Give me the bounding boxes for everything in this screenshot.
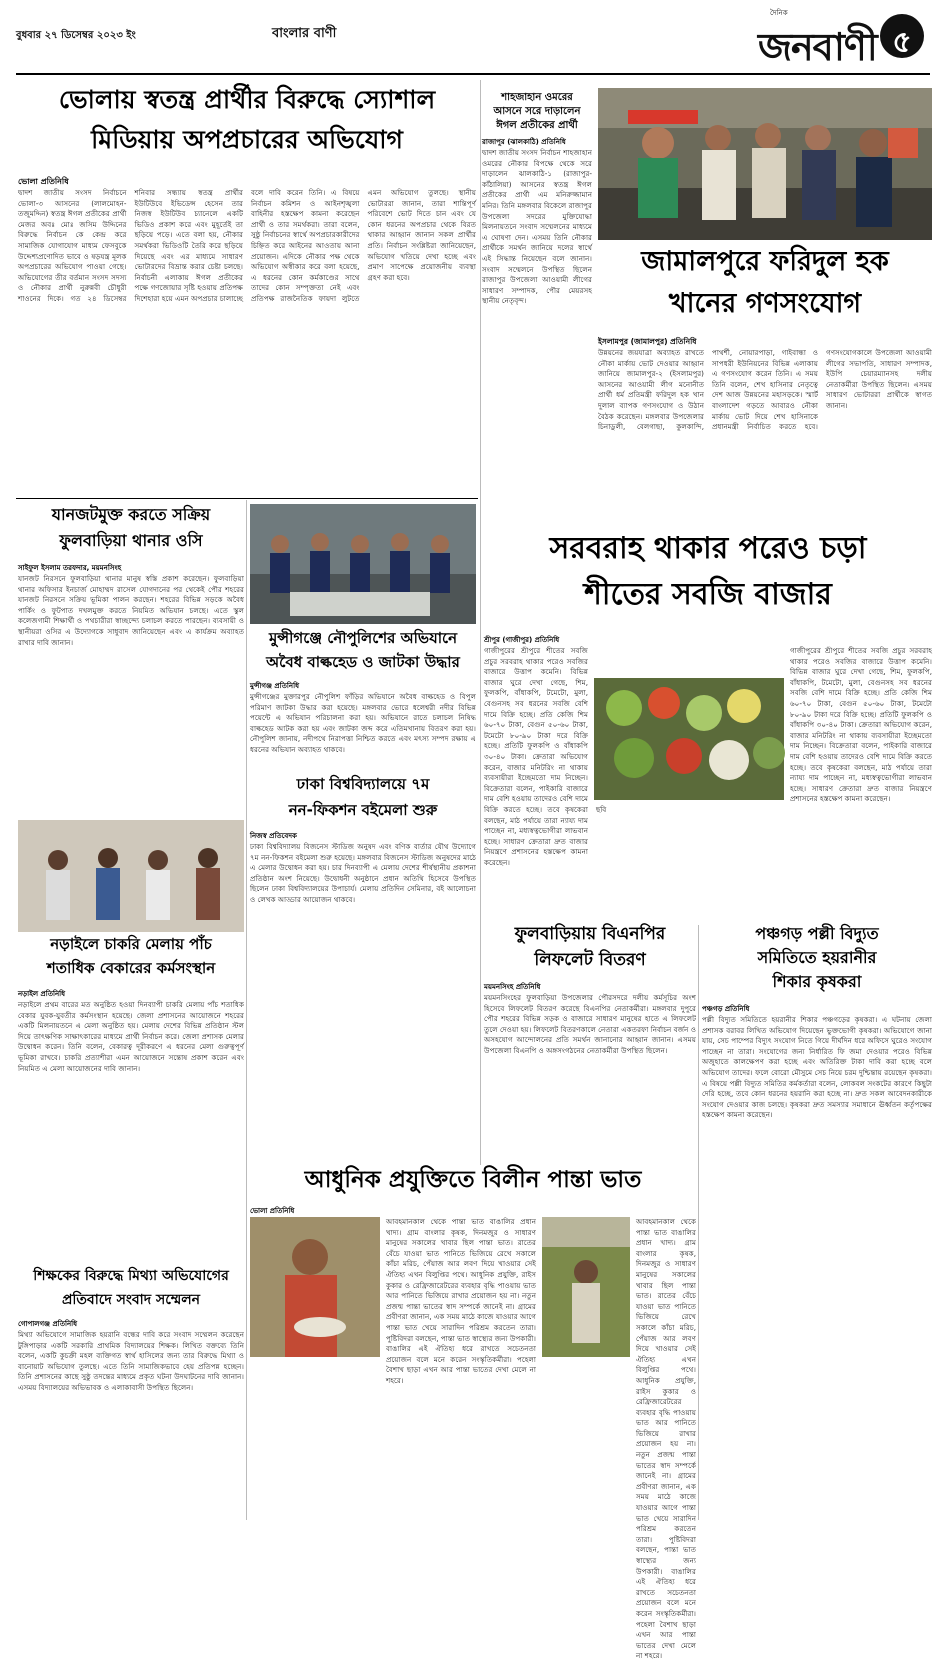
byline: ভোলা প্রতিনিধি	[18, 177, 69, 186]
article-body: উন্নয়নের জয়যাত্রা অব্যাহত রাখতে নৌকা মার্কায় ভোট দেওয়ার আহ্বান জানিয়ে জামালপুর-২ (ইসলামপুর) আসনের আওয়ামী লীগ মনোনীত প্রার্থী ধর্ম প্রতিমন্ত্রী ফরিদুল হক খান দুলাল ব্যাপক গণসংযোগ ও উঠান বৈঠক করেছেন। মঙ্গলবার উপজেলার চিনাডুলী, বেলগাছা, কুলকান্দি, পাথর্শী, নোয়ারপাড়া, গাইবান্ধা ও সাপধরী ইউনিয়নের বিভিন্ন এলাকায় এ গণসংযোগ করেন তিনি। এ সময় তিনি বলেন, শেখ হাসিনার নেতৃত্বে দেশ আজ উন্নয়নের মহাসড়কে। স্মার্ট বাংলাদেশ গড়তে আবারও নৌকা মার্কায় ভোট দিয়ে শেখ হাসিনাকে প্রধানমন্ত্রী নির্বাচিত করতে হবে। গণসংযোগকালে উপজেলা আওয়ামী লীগের সভাপতি, সাধারণ সম্পাদক, ইউপি চেয়ারম্যানসহ দলীয় নেতাকর্মীরা উপস্থিত ছিলেন। এসময় সাধারণ ভোটাররা প্রার্থীকে স্বাগত জানান।	[598, 348, 932, 432]
police-photo	[250, 504, 476, 624]
headline-dhaka-bookfair-line1: ঢাকা বিশ্ববিদ্যালয়ে ৭ম	[296, 775, 430, 793]
vegetable-photo	[594, 678, 784, 800]
byline: শ্রীপুর (গাজীপুর) প্রতিনিধি	[484, 636, 560, 644]
article-body: মুন্সীগঞ্জের মুক্তারপুর নৌপুলিশ ফাঁড়ির অভিযানে অবৈধ বাল্কহেড ও বিপুল পরিমাণ জাটকা উদ্ধার করা হয়েছে। মঙ্গলবার ভোরে ধলেশ্বরী নদীর বিভিন্ন পয়েন্টে এ অভিযান পরিচালনা করা হয়। অভিযানে রাতে চলাচল নিষিদ্ধ বাল্কহেড আটক করা হয় এবং জাটকা জব্দ করে এতিমখানায় বিতরণ করা হয়। নৌপুলিশ জানায়, নদীপথে নিরাপত্তা নিশ্চিত করতে এবং মৎস্য সম্পদ রক্ষায় এ ধরনের অভিযান অব্যাহত থাকবে।	[250, 692, 476, 754]
headline-fulbaria-oc-line2: ফুলবাড়িয়া থানার ওসি	[59, 531, 203, 550]
headline-jamalpur-line1: জামালপুরে ফরিদুল হক	[641, 246, 889, 277]
byline: গোপালগঞ্জ প্রতিনিধি	[18, 1320, 78, 1328]
byline: রাজাপুর (ঝালকাঠি) প্রতিনিধি	[482, 138, 566, 146]
headline-shahjahan-line2: আসনে সরে দাড়ালেন	[493, 106, 581, 117]
headline-narail-line2: শতাধিক বেকারের কর্মসংস্থান	[46, 959, 216, 977]
rice-field-photo-image	[542, 1217, 630, 1357]
police-photo-image	[250, 504, 476, 624]
article-panchagarh	[702, 925, 932, 1525]
byline: ময়মনসিংহ প্রতিনিধি	[484, 983, 541, 991]
headline-sabji-line1: সরবরাহ থাকার পরেও চড়া	[549, 531, 867, 566]
headline-shahjahan-line1: শাহজাহান ওমরের	[501, 92, 573, 103]
headline-narail-line1: নড়াইলে চাকরি মেলায় পাঁচ	[50, 935, 212, 953]
byline: মুন্সীগঞ্জ প্রতিনিধি	[250, 682, 299, 690]
section-title: বাংলার বাণী	[272, 26, 337, 41]
byline: নড়াইল প্রতিনিধি	[18, 990, 66, 998]
photo-caption: ছবি	[596, 806, 607, 814]
headline-bhola-line2: মিডিয়ায় অপপ্রচারের অভিযোগ	[91, 125, 403, 154]
article-body-right: আবহমানকাল থেকে পান্তা ভাত বাঙালির প্রধান খাদ্য। গ্রাম বাংলার কৃষক, দিনমজুর ও সাধারণ মানুষের সকালের খাবার ছিল পান্তা ভাত। রাতের বেঁচে যাওয়া ভাত পানিতে ভিজিয়ে রেখে সকালে কাঁচা মরিচ, পেঁয়াজ আর লবণ দিয়ে খাওয়ার সেই ঐতিহ্য এখন বিলুপ্তির পথে। আধুনিক প্রযুক্তি, রাইস কুকার ও রেফ্রিজারেটরের ব্যবহার বৃদ্ধি পাওয়ায় ভাত আর পানিতে ভিজিয়ে রাখার প্রয়োজন হয় না। নতুন প্রজন্ম পান্তা ভাতের স্বাদ সম্পর্কে জানেই না। গ্রামের প্রবীণরা জানান, এক সময় মাঠে কাজে যাওয়ার আগে পান্তা ভাত খেয়ে সারাদিন পরিশ্রম করতেন তারা। পুষ্টিবিদরা বলছেন, পান্তা ভাত স্বাস্থ্যের জন্য উপকারী। বাঙালির এই ঐতিহ্য ধরে রাখতে সচেতনতা প্রয়োজন বলে মনে করেন সংস্কৃতিকর্মীরা। পহেলা বৈশাখ ছাড়া এখন আর পান্তা ভাতের দেখা মেলে না শহরে।	[636, 1217, 696, 1661]
article-body-right: গাজীপুরের শ্রীপুরে শীতের সবজি প্রচুর সরবরাহ থাকার পরেও সবজির বাজারে উত্তাপ কমেনি। বিভিন্ন বাজার ঘুরে দেখা গেছে, শিম, ফুলকপি, বাঁধাকপি, টমেটো, মুলা, বেগুনসহ সব ধরনের সবজি বেশি দামে বিক্রি হচ্ছে। প্রতি কেজি শিম ৬০-৭০ টাকা, বেগুন ৫০-৬০ টাকা, টমেটো ৮০-৯০ টাকা দরে বিক্রি হচ্ছে। প্রতিটি ফুলকপি ও বাঁধাকপি ৩০-৪০ টাকা। ক্রেতারা অভিযোগ করেন, বাজার মনিটরিং না থাকায় ব্যবসায়ীরা ইচ্ছেমতো দাম নিচ্ছেন। বিক্রেতারা বলেন, পাইকারি বাজারে দাম বেশি হওয়ায় তাদেরও বেশি দামে বিক্রি করতে হচ্ছে। তবে কৃষকেরা বলছেন, মাঠ পর্যায়ে তারা ন্যায্য দাম পাচ্ছেন না, মধ্যস্বত্বভোগীরা লাভবান হচ্ছে। সাধারণ ক্রেতারা দ্রুত বাজার নিয়ন্ত্রণে প্রশাসনের হস্তক্ষেপ কামনা করেছেন।	[790, 646, 932, 804]
article-gopalganj	[18, 1268, 244, 1526]
byline: নিজস্ব প্রতিবেদক	[250, 832, 297, 840]
jobfair-photo	[18, 820, 244, 932]
page-number: ৫	[892, 25, 912, 60]
headline-gopalganj-line1: শিক্ষকের বিরুদ্ধে মিথ্যা অভিযোগের	[33, 1268, 229, 1284]
headline-munshiganj-line1: মুন্সীগঞ্জে নৌপুলিশের অভিযানে	[268, 629, 458, 647]
article-body: পল্লী বিদ্যুত সমিতিতে হয়রানীর শিকার পঞ্চগড়ের কৃষকরা। এ ঘটনায় জেলা প্রশাসক বরাবর লিখিত অভিযোগ দিয়েছেন ভুক্তভোগী কৃষকরা। অভিযোগে জানা যায়, সেচ পাম্পের বিদ্যুৎ সংযোগ নিতে গিয়ে দীর্ঘদিন ধরে অফিসে ঘুরেও সংযোগ পাচ্ছেন না তারা। সংযোগের জন্য নির্ধারিত ফি জমা দেওয়ার পরেও বিভিন্ন অজুহাতে কালক্ষেপণ করা হচ্ছে এবং অতিরিক্ত টাকা দাবি করা হচ্ছে বলে অভিযোগ তাদের। ফলে বোরো মৌসুমে সেচ নিয়ে চরম দুশ্চিন্তায় রয়েছেন কৃষকরা। এ বিষয়ে পল্লী বিদ্যুত সমিতির কর্মকর্তারা বলেন, লোকবল সংকটের কারণে কিছুটা দেরি হচ্ছে, তবে কোন ধরনের হয়রানি করা হচ্ছে না। দ্রুত সকল আবেদনকারীকে সংযোগ দেওয়ার কাজ চলছে। কৃষকরা দ্রুত সমস্যার সমাধানে ঊর্ধ্বতন কর্তৃপক্ষের হস্তক্ষেপ কামনা করেছেন।	[702, 1015, 932, 1120]
headline-gopalganj-line2: প্রতিবাদে সংবাদ সম্মেলন	[61, 1292, 201, 1308]
article-jamalpur	[598, 240, 932, 515]
article-body: গাজীপুরের শ্রীপুরে শীতের সবজি প্রচুর সরবরাহ থাকার পরেও সবজির বাজারে উত্তাপ কমেনি। বিভিন্ন বাজার ঘুরে দেখা গেছে, শিম, ফুলকপি, বাঁধাকপি, টমেটো, মুলা, বেগুনসহ সব ধরনের সবজি বেশি দামে বিক্রি হচ্ছে। প্রতি কেজি শিম ৬০-৭০ টাকা, বেগুন ৫০-৬০ টাকা, টমেটো ৮০-৯০ টাকা দরে বিক্রি হচ্ছে। প্রতিটি ফুলকপি ও বাঁধাকপি ৩০-৪০ টাকা। ক্রেতারা অভিযোগ করেন, বাজার মনিটরিং না থাকায় ব্যবসায়ীরা ইচ্ছেমতো দাম নিচ্ছেন। বিক্রেতারা বলেন, পাইকারি বাজারে দাম বেশি হওয়ায় তাদেরও বেশি দামে বিক্রি করতে হচ্ছে। তবে কৃষকেরা বলছেন, মাঠ পর্যায়ে তারা ন্যায্য দাম পাচ্ছেন না, মধ্যস্বত্বভোগীরা লাভবান হচ্ছে। সাধারণ ক্রেতারা দ্রুত বাজার নিয়ন্ত্রণে প্রশাসনের হস্তক্ষেপ কামনা করেছেন।	[484, 646, 588, 867]
jobfair-photo-image	[18, 820, 244, 932]
headline-fulbaria-bnp-line1: ফুলবাড়িয়ায় বিএনপির	[514, 924, 666, 944]
article-fulbaria-bnp	[484, 925, 696, 1165]
masthead-rule	[16, 73, 930, 75]
article-bhola	[18, 80, 476, 495]
headline-panta: আধুনিক প্রযুক্তিতে বিলীন পান্তা ভাত	[304, 1167, 642, 1193]
masthead	[16, 8, 930, 70]
article-narail	[18, 936, 244, 1236]
byline: সাইফুল ইসলাম তরফদার, ময়মনসিংহ	[18, 564, 122, 572]
logo-text: জনবাণী	[758, 25, 877, 69]
article-shahjahan	[482, 80, 592, 520]
article-body: নড়াইলে প্রথম বারের মত অনুষ্ঠিত হওয়া দিনব্যাপী চাকরি মেলায় পাঁচ শতাধিক বেকার যুবক-যুবতীর কর্মসংস্থান হয়েছে। জেলা প্রশাসনের আয়োজনে শহরের একটি মিলনায়তনে এ মেলা অনুষ্ঠিত হয়। মেলায় দেশের বিভিন্ন প্রতিষ্ঠান স্টল দিয়ে তাৎক্ষণিক সাক্ষাৎকারের মাধ্যমে প্রার্থী নির্বাচন করে। জেলা প্রশাসক মেলার উদ্বোধন করেন। তিনি বলেন, বেকারত্ব দূরীকরণে এ ধরনের মেলা গুরুত্বপূর্ণ ভূমিকা রাখবে। চাকরি প্রত্যাশীরা এমন আয়োজনে সন্তোষ প্রকাশ করেন এবং নিয়মিত এ মেলা আয়োজনের দাবি জানান।	[18, 1000, 244, 1073]
headline-panchagarh-line3: শিকার কৃষকরা	[772, 972, 862, 991]
logo-small-text: দৈনিক	[770, 9, 788, 17]
section-rule	[16, 498, 478, 499]
byline: ভোলা প্রতিনিধি	[250, 1207, 295, 1215]
headline-panchagarh-line2: সমিতিতে হয়রানীর	[757, 948, 877, 967]
column-divider	[698, 925, 699, 1520]
headline-fulbaria-bnp-line2: লিফলেট বিতরণ	[534, 950, 646, 970]
column-divider	[480, 80, 481, 1165]
article-body: দ্বাদশ জাতীয় সংসদ নির্বাচন শাহজাহান ওমরের নৌকার বিপক্ষে থেকে সরে দাড়ালেন ঝালকাঠি-১ (রাজাপুর-কাঁঠালিয়া) আসনের স্বতন্ত্র ঈগল প্রতীকের প্রার্থী এম মনিরুজ্জামান মনির। তিনি মঙ্গলবার বিকেলে রাজাপুর উপজেলা সদরের মুক্তিযোদ্ধা মিলনায়তনে সংবাদ সম্মেলনের মাধ্যমে এ ঘোষণা দেন। এসময় তিনি নৌকার প্রার্থীকে সমর্থন জানিয়ে দলের স্বার্থে এই সিদ্ধান্ত নিয়েছেন বলে জানান। সংবাদ সম্মেলনে উপস্থিত ছিলেন রাজাপুর উপজেলা আওয়ামী লীগের সাধারণ সম্পাদক, পৌর মেয়রসহ স্থানীয় নেতৃবৃন্দ।	[482, 148, 592, 306]
headline-fulbaria-oc-line1: যানজটমুক্ত করতে সক্রিয়	[51, 505, 211, 524]
article-sabji	[484, 528, 932, 923]
headline-dhaka-bookfair-line2: নন-ফিকশন বইমেলা শুরু	[288, 801, 438, 819]
headline-shahjahan-line3: ঈগল প্রতীকের প্রার্থী	[496, 120, 578, 131]
headline-jamalpur-line2: খানের গণসংযোগ	[668, 288, 862, 319]
article-fulbaria-oc	[18, 502, 244, 807]
article-panta	[250, 1165, 696, 1661]
headline-panchagarh-line1: পঞ্চগড় পল্লী বিদ্যুত	[755, 924, 879, 943]
article-body: আবহমানকাল থেকে পান্তা ভাত বাঙালির প্রধান খাদ্য। গ্রাম বাংলার কৃষক, দিনমজুর ও সাধারণ মানুষের সকালের খাবার ছিল পান্তা ভাত। রাতের বেঁচে যাওয়া ভাত পানিতে ভিজিয়ে রেখে সকালে কাঁচা মরিচ, পেঁয়াজ আর লবণ দিয়ে খাওয়ার সেই ঐতিহ্য এখন বিলুপ্তির পথে। আধুনিক প্রযুক্তি, রাইস কুকার ও রেফ্রিজারেটরের ব্যবহার বৃদ্ধি পাওয়ায় ভাত আর পানিতে ভিজিয়ে রাখার প্রয়োজন হয় না। নতুন প্রজন্ম পান্তা ভাতের স্বাদ সম্পর্কে জানেই না। গ্রামের প্রবীণরা জানান, এক সময় মাঠে কাজে যাওয়ার আগে পান্তা ভাত খেয়ে সারাদিন পরিশ্রম করতেন তারা। পুষ্টিবিদরা বলছেন, পান্তা ভাত স্বাস্থ্যের জন্য উপকারী। বাঙালির এই ঐতিহ্য ধরে রাখতে সচেতনতা প্রয়োজন বলে মনে করেন সংস্কৃতিকর্মীরা। পহেলা বৈশাখ ছাড়া এখন আর পান্তা ভাতের দেখা মেলে না শহরে।	[386, 1217, 536, 1385]
panta-photo-image	[250, 1217, 380, 1357]
masthead-date: বুধবার ২৭ ডিসেম্বর ২০২৩ ইং	[16, 30, 136, 41]
rally-photo	[598, 88, 932, 240]
headline-sabji-line2: শীতের সবজি বাজার	[584, 577, 832, 612]
logo	[752, 8, 930, 70]
article-body: ময়মনসিংহের ফুলবাড়িয়া উপজেলার পৌরসদরে দলীয় কর্মসূচির অংশ হিসেবে লিফলেট বিতরণ করেছে বিএনপির নেতাকর্মীরা। মঙ্গলবার দুপুরে পৌর শহরের বিভিন্ন সড়ক ও বাজারে সাধারণ মানুষের হাতে এ লিফলেট তুলে দেওয়া হয়। লিফলেট বিতরণকালে নেতারা একতরফা নির্বাচন বর্জন ও অসহযোগ আন্দোলনের প্রতি সমর্থন জানানোর আহ্বান জানান। এসময় উপজেলা বিএনপি ও অঙ্গসংগঠনের নেতাকর্মীরা উপস্থিত ছিলেন।	[484, 993, 696, 1055]
column-divider	[246, 500, 247, 1520]
headline-munshiganj-line2: অবৈধ বাল্কহেড ও জাটকা উদ্ধার	[266, 653, 460, 671]
article-body: ঢাকা বিশ্ববিদ্যালয় বিজনেস স্টাডিজ অনুষদ এবং বণিক বার্তার যৌথ উদ্যোগে ৭ম নন-ফিকশন বইমেলা শুরু হয়েছে। মঙ্গলবার বিজনেস স্টাডিজ অনুষদের মাঠে এ মেলার উদ্বোধন করা হয়। চার দিনব্যাপী এ মেলায় দেশের শীর্ষস্থানীয় প্রকাশনা প্রতিষ্ঠান অংশ নিয়েছে। উদ্বোধনী অনুষ্ঠানে প্রধান অতিথি হিসেবে উপস্থিত ছিলেন ঢাকা বিশ্ববিদ্যালয়ের উপাচার্য। মেলায় প্রতিদিন সেমিনার, বই আলোচনা ও লেখক আড্ডার আয়োজন থাকবে।	[250, 842, 476, 904]
byline: ইসলামপুর (জামালপুর) প্রতিনিধি	[598, 337, 697, 346]
headline-bhola-line1: ভোলায় স্বতন্ত্র প্রার্থীর বিরুদ্ধে স্যোশাল	[58, 85, 436, 114]
rally-photo-image	[598, 88, 932, 240]
byline: পঞ্চগড় প্রতিনিধি	[702, 1005, 750, 1013]
vegetable-photo-image	[594, 678, 784, 800]
article-dhaka-bookfair	[250, 770, 476, 1115]
rice-field-photo	[542, 1217, 630, 1357]
panta-photo	[250, 1217, 380, 1357]
article-body: যানজট নিরসনে ফুলবাড়িয়া থানার মানুষ স্বস্তি প্রকাশ করেছেন। ফুলবাড়িয়া থানার অফিসার ইনচার্জ মোহাম্মদ রাসেল যোগদানের পর থেকেই পৌর শহরের যানজট নিরসনে সক্রিয় ভূমিকা পালন করছেন। শহরের বিভিন্ন সড়কে অবৈধ পার্কিং ও ফুটপাত দখলমুক্ত করতে নিয়মিত অভিযান চলছে। এতে স্কুল কলেজগামী শিক্ষার্থী ও পথচারীরা স্বাচ্ছন্দ্যে চলাচল করতে পারছেন। ব্যবসায়ী ও স্থানীয়রা ওসির এ উদ্যোগকে সাধুবাদ জানিয়েছেন এবং এ কার্যক্রম অব্যাহত রাখার দাবি জানান।	[18, 574, 244, 647]
article-body: মিথ্যা অভিযোগে সামাজিক হয়রানি বন্ধের দাবি করে সংবাদ সম্মেলন করেছেন টুঙ্গিপাড়ার একটি সরকারি প্রাথমিক বিদ্যালয়ের শিক্ষক। লিখিত বক্তব্যে তিনি বলেন, একটি কুচক্রী মহল ব্যক্তিগত স্বার্থ হাসিলের জন্য তার বিরুদ্ধে মিথ্যা ও বানোয়াট অভিযোগ তুলছে। এতে তিনি সামাজিকভাবে হেয় প্রতিপন্ন হচ্ছেন। তিনি প্রশাসনের কাছে সুষ্ঠু তদন্তের মাধ্যমে প্রকৃত ঘটনা উদঘাটনের দাবি জানান। এসময় বিদ্যালয়ের অভিভাবক ও এলাকাবাসী উপস্থিত ছিলেন।	[18, 1330, 244, 1392]
article-body: দ্বাদশ জাতীয় সংসদ নির্বাচনে ভোলা-৩ আসনের (লালমোহন-তজুমদ্দিন) স্বতন্ত্র ঈগল প্রতীকের প্রার্থী মেজর অবঃ মোঃ জসিম উদ্দিনের বিরুদ্ধে নির্বাচন কে কেন্দ্র করে সামাজিক যোগাযোগ মাধ্যম ফেসবুকে উদ্দেশ্যপ্রণোদিত ভাবে ও ষড়যন্ত্র মূলক অপপ্রচারের অভিযোগ পাওয়া গেছে। অভিযোগের তীর বর্তমান সংসদ সদস্য ও নৌকার প্রার্থী নুরুন্নবী চৌধুরী শাওনের দিকে। গত ২৪ ডিসেম্বর শনিবার সন্ধ্যায় স্বতন্ত্র প্রার্থীর ইউটিউবে ইভিডেন্স হেসেন তার নিজস্ব ইউটিউব চ্যানেলে একটি ভিডিও প্রকাশ করে এবং মুহূর্তেই তা ছড়িয়ে পড়ে। এতে বলা হয়, নৌকার সমর্থকরা ভিডিওটি তৈরি করে ছড়িয়ে দিয়েছে এবং এর মাধ্যমে সাধারণ ভোটারদের বিভ্রান্ত করার চেষ্টা চলছে। নির্বাচনী এলাকায় ঈগল প্রতীকের পক্ষে গণজোয়ার সৃষ্টি হওয়ায় প্রতিপক্ষ দিশেহারা হয়ে এমন অপপ্রচার চালাচ্ছে বলে দাবি করেন তিনি। এ বিষয়ে নির্বাচন কমিশন ও আইনশৃঙ্খলা বাহিনীর হস্তক্ষেপ কামনা করেছেন প্রার্থী ও তার সমর্থকরা। তারা বলেন, সুষ্ঠু নির্বাচনের স্বার্থে অপপ্রচারকারীদের চিহ্নিত করে আইনের আওতায় আনা প্রয়োজন। এদিকে নৌকার পক্ষ থেকে অভিযোগ অস্বীকার করে বলা হয়েছে, এ ধরনের কোন কর্মকাণ্ডের সাথে তাদের কোন সম্পৃক্ততা নেই এবং প্রতিপক্ষ রাজনৈতিক ফায়দা লুটতে এমন অভিযোগ তুলছে। স্থানীয় ভোটাররা জানান, তারা শান্তিপূর্ণ পরিবেশে ভোট দিতে চান এবং যে কোন ধরনের অপপ্রচার থেকে বিরত থাকার আহ্বান জানান সকল প্রার্থীর প্রতি। নির্বাচন সংশ্লিষ্টরা জানিয়েছেন, অভিযোগ খতিয়ে দেখা হচ্ছে এবং প্রমাণ সাপেক্ষে প্রয়োজনীয় ব্যবস্থা গ্রহণ করা হবে।	[18, 188, 476, 303]
